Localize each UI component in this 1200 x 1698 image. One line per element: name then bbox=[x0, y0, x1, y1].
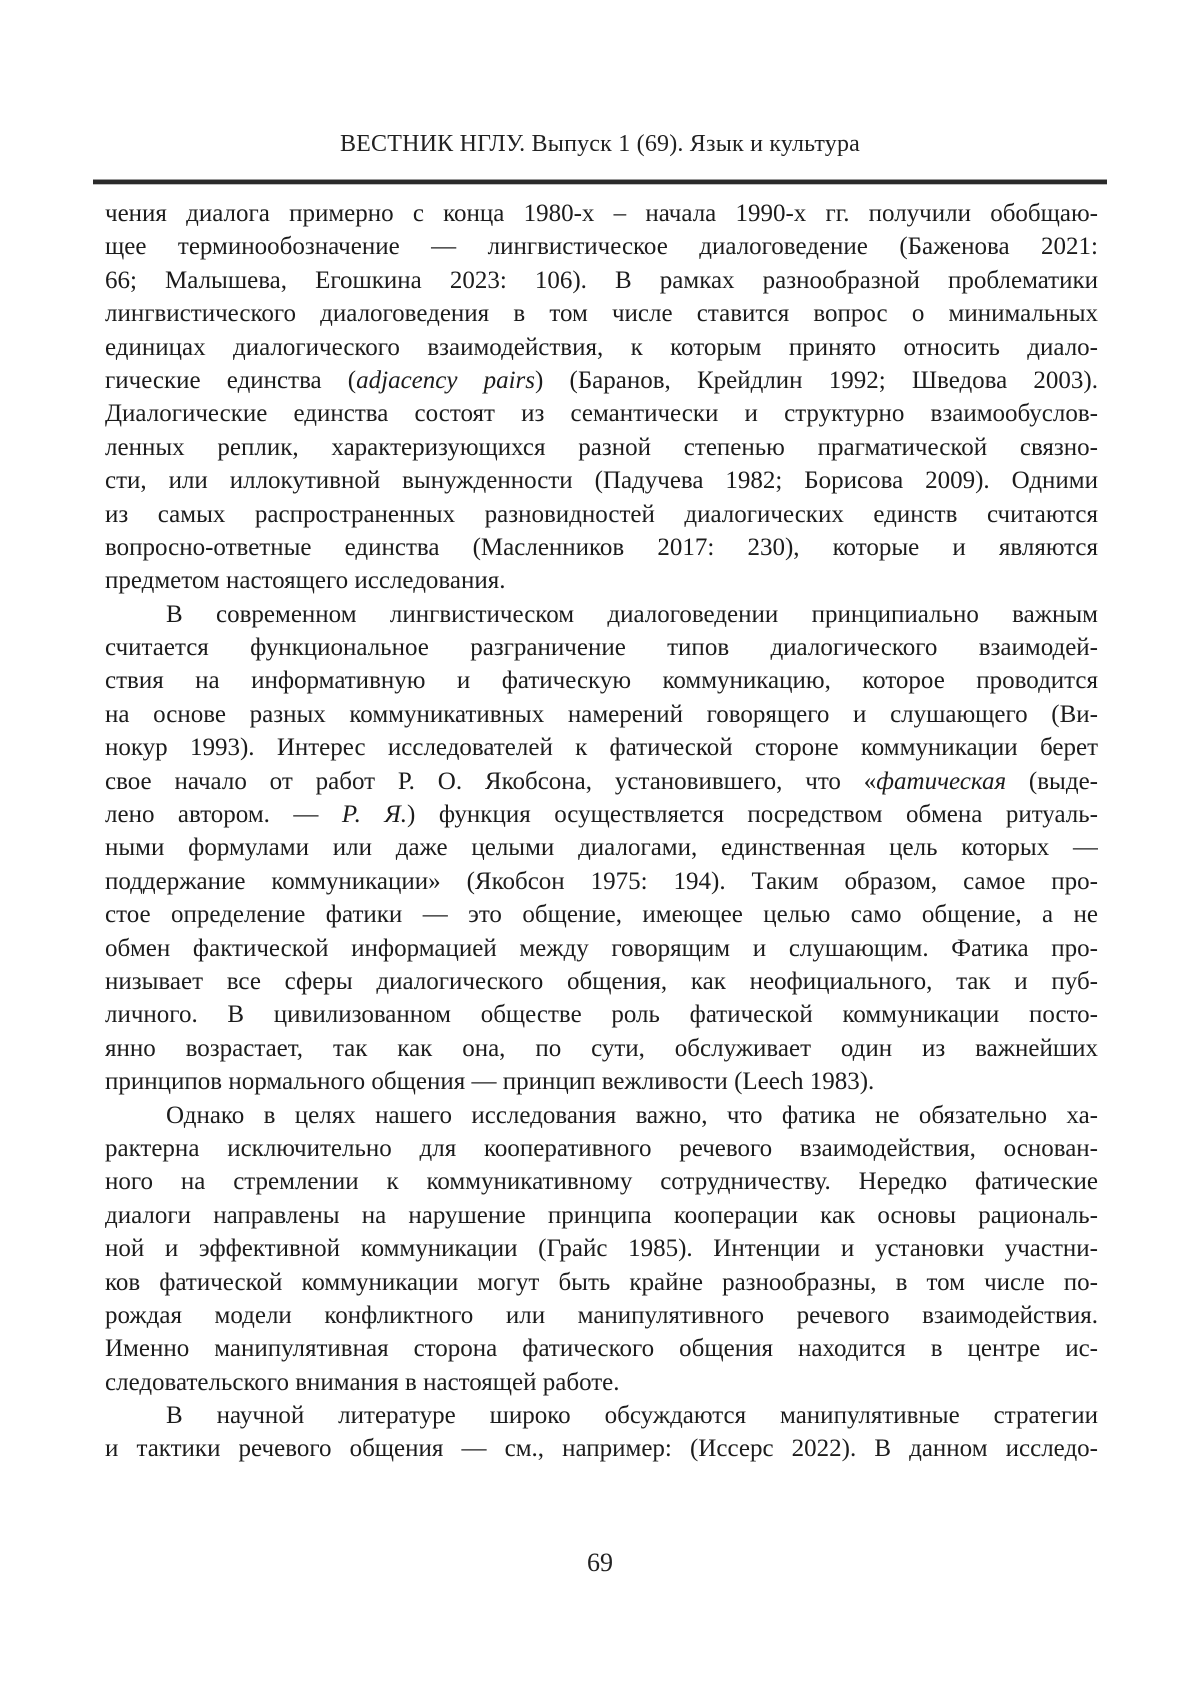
text-line: принципов нормального общения — принцип вежливости (Leech 1983). bbox=[105, 1068, 875, 1096]
text-line: Диалогические единства состоят из семантически и структурно взаимообуслов- bbox=[105, 400, 1098, 428]
article-body bbox=[105, 197, 1098, 1466]
text-line: лингвистического диалоговедения в том числе ставится вопрос о минимальных bbox=[105, 300, 1098, 328]
text-line: считается функциональное разграничение типов диалогического взаимодей- bbox=[105, 634, 1098, 662]
text-line: 66; Малышева, Егошкина 2023: 106). В рамках разнообразной проблематики bbox=[105, 266, 1098, 294]
paragraph bbox=[105, 1099, 1098, 1400]
text-line: ствия на информативную и фатическую коммуникацию, которое проводится bbox=[105, 667, 1098, 695]
text-line: В научной литературе широко обсуждаются манипулятивные стратегии bbox=[166, 1402, 1098, 1430]
text-line: следовательского внимания в настоящей работе. bbox=[105, 1368, 620, 1396]
text-line: вопросно-ответные единства (Масленников 2017: 230), которые и являются bbox=[105, 533, 1098, 561]
paragraph bbox=[105, 197, 1098, 598]
text-line: поддержание коммуникации» (Якобсон 1975: 194). Таким образом, самое про- bbox=[105, 867, 1098, 895]
text-line: обмен фактической информацией между говорящим и слушающим. Фатика про- bbox=[105, 934, 1098, 962]
header-rule bbox=[93, 179, 1107, 185]
text-line: единицах диалогического взаимодействия, к которым принято относить диало- bbox=[105, 333, 1098, 361]
text-line: Однако в целях нашего исследования важно, что фатика не обязательно ха- bbox=[166, 1101, 1098, 1129]
text-line: ленных реплик, характеризующихся разной степенью прагматической связно- bbox=[105, 433, 1098, 461]
text-line: гические единства (adjacency pairs) (Баранов, Крейдлин 1992; Шведова 2003). bbox=[105, 366, 1098, 394]
text-line: В современном лингвистическом диалоговедении принципиально важным bbox=[166, 600, 1098, 628]
text-line: личного. В цивилизованном обществе роль фатической коммуникации посто- bbox=[105, 1001, 1098, 1029]
text-line: янно возрастает, так как она, по сути, обслуживает один из важнейших bbox=[105, 1034, 1098, 1062]
running-head: ВЕСТНИК НГЛУ. Выпуск 1 (69). Язык и культура bbox=[339, 131, 861, 157]
text-line: ного на стремлении к коммуникативному сотрудничеству. Нередко фатические bbox=[105, 1168, 1098, 1196]
text-line: ков фатической коммуникации могут быть крайне разнообразны, в том числе по- bbox=[105, 1268, 1098, 1296]
text-line: стое определение фатики — это общение, имеющее целью само общение, а не bbox=[105, 901, 1098, 929]
text-line: Именно манипулятивная сторона фатического общения находится в центре ис- bbox=[105, 1335, 1098, 1363]
text-line: диалоги направлены на нарушение принципа кооперации как основы рациональ- bbox=[105, 1201, 1098, 1229]
text-line: лено автором. — Р. Я.) функция осуществляется посредством обмена ритуаль- bbox=[105, 801, 1098, 829]
page-number: 69 bbox=[587, 1548, 613, 1577]
text-line: ными формулами или даже целыми диалогами, единственная цель которых — bbox=[105, 834, 1098, 862]
text-line: свое начало от работ Р. О. Якобсона, установившего, что «фатическая (выде- bbox=[105, 767, 1098, 795]
paragraph bbox=[105, 598, 1098, 1099]
text-line: низывает все сферы диалогического общения, как неофициального, так и пуб- bbox=[105, 967, 1098, 995]
text-line: сти, или иллокутивной вынужденности (Падучева 1982; Борисова 2009). Одними bbox=[105, 467, 1098, 495]
text-line: рождая модели конфликтного или манипулятивного речевого взаимодействия. bbox=[105, 1301, 1098, 1329]
text-line: чения диалога примерно с конца 1980-х – начала 1990-х гг. получили обобщаю- bbox=[105, 200, 1098, 227]
text-line: на основе разных коммуникативных намерений говорящего и слушающего (Ви- bbox=[105, 700, 1098, 728]
text-line: рактерна исключительно для кооперативного речевого взаимодействия, основан- bbox=[105, 1134, 1098, 1162]
text-line: предметом настоящего исследования. bbox=[105, 567, 506, 595]
paragraph bbox=[105, 1399, 1098, 1466]
text-line: из самых распространенных разновидностей диалогических единств считаются bbox=[105, 500, 1098, 528]
text-line: щее терминообозначение — лингвистическое диалоговедение (Баженова 2021: bbox=[105, 233, 1098, 261]
text-line: и тактики речевого общения — см., например: (Иссерс 2022). В данном исследо- bbox=[105, 1435, 1098, 1463]
text-line: нокур 1993). Интерес исследователей к фатической стороне коммуникации берет bbox=[105, 734, 1098, 762]
text-line: ной и эффективной коммуникации (Грайс 1985). Интенции и установки участни- bbox=[105, 1235, 1098, 1263]
